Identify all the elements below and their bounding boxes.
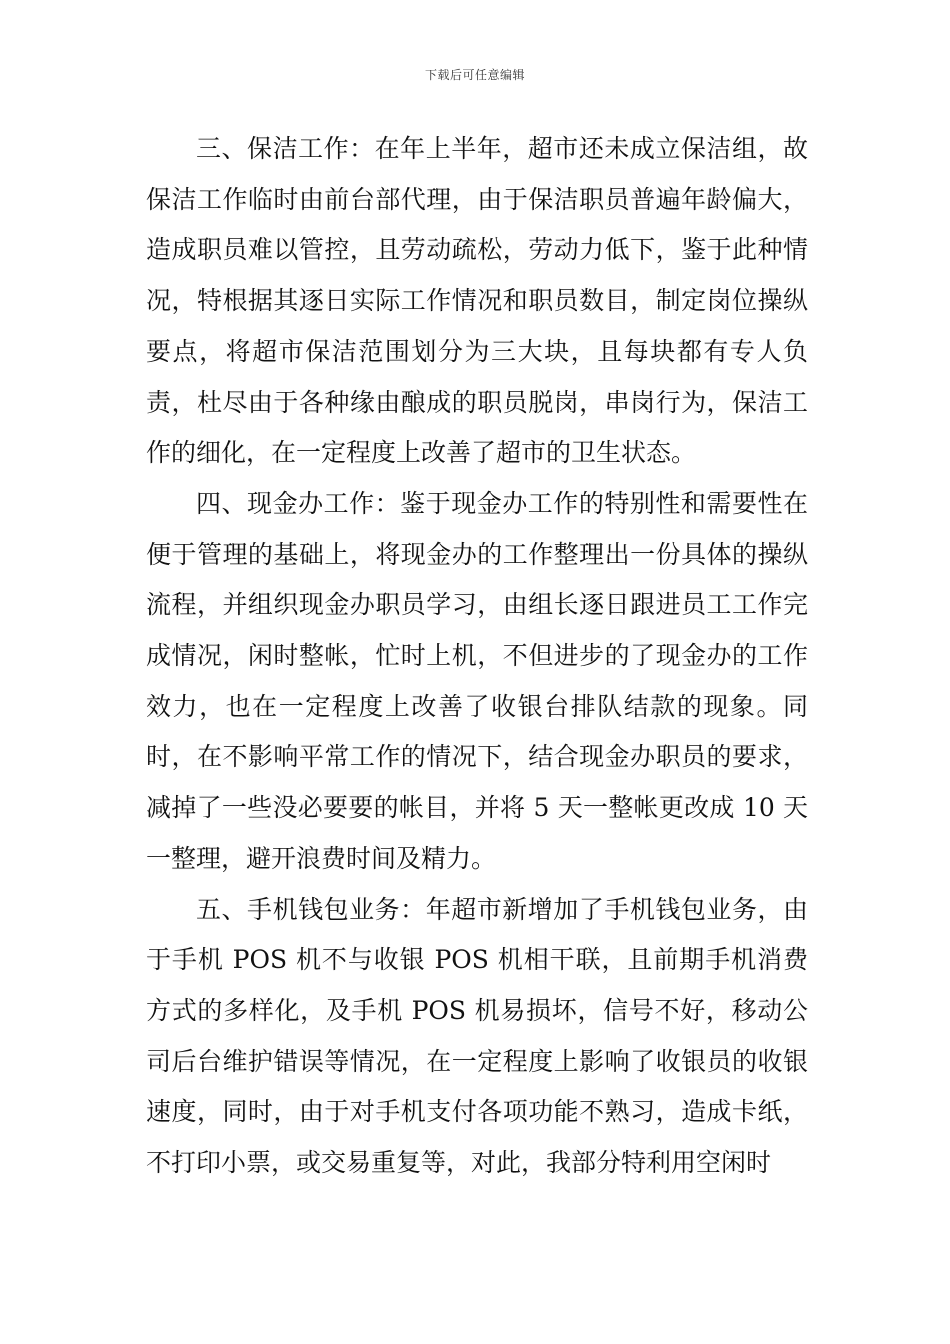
paragraph-cash-office-work: 四、现金办工作：鉴于现金办工作的特别性和需要性在便于管理的基础上，将现金办的工作整理出一份具体的操纵流程，并组织现金办职员学习，由组长逐日跟进员工工作完成情况，闲时整帐，忙时上机，不但进步的了现金办的工作效力，也在一定程度上改善了收银台排队结款的现象。同时，在不影响平常工作的情况下，结合现金办职员的要求，减掉了一些没必要要的帐目，并将 5 天一整帐更改成 10 天一整理，避开浪费时间及精力。 [146, 488, 808, 873]
page-header-note: 下载后可任意编辑 [424, 68, 525, 82]
document-body [146, 124, 808, 1189]
paragraph-mobile-wallet-business: 五、手机钱包业务：年超市新增加了手机钱包业务，由于手机 POS 机不与收银 POS 机相干联，且前期手机消费方式的多样化，及手机 POS 机易损坏，信号不好，移动公司后台维护错误等情况，在一定程度上影响了收银员的收银速度，同时，由于对手机支付各项功能不熟习，造成卡纸，不打印小票，或交易重复等，对此，我部分特利用空闲时 [146, 894, 808, 1178]
paragraph-cleaning-work: 三、保洁工作：在年上半年，超市还未成立保洁组，故保洁工作临时由前台部代理，由于保洁职员普遍年龄偏大，造成职员难以管控，且劳动疏松，劳动力低下，鉴于此种情况，特根据其逐日实际工作情况和职员数目，制定岗位操纵要点，将超市保洁范围划分为三大块，且每块都有专人负责，杜尽由于各种缘由酿成的职员脱岗，串岗行为，保洁工作的细化，在一定程度上改善了超市的卫生状态。 [146, 134, 808, 468]
